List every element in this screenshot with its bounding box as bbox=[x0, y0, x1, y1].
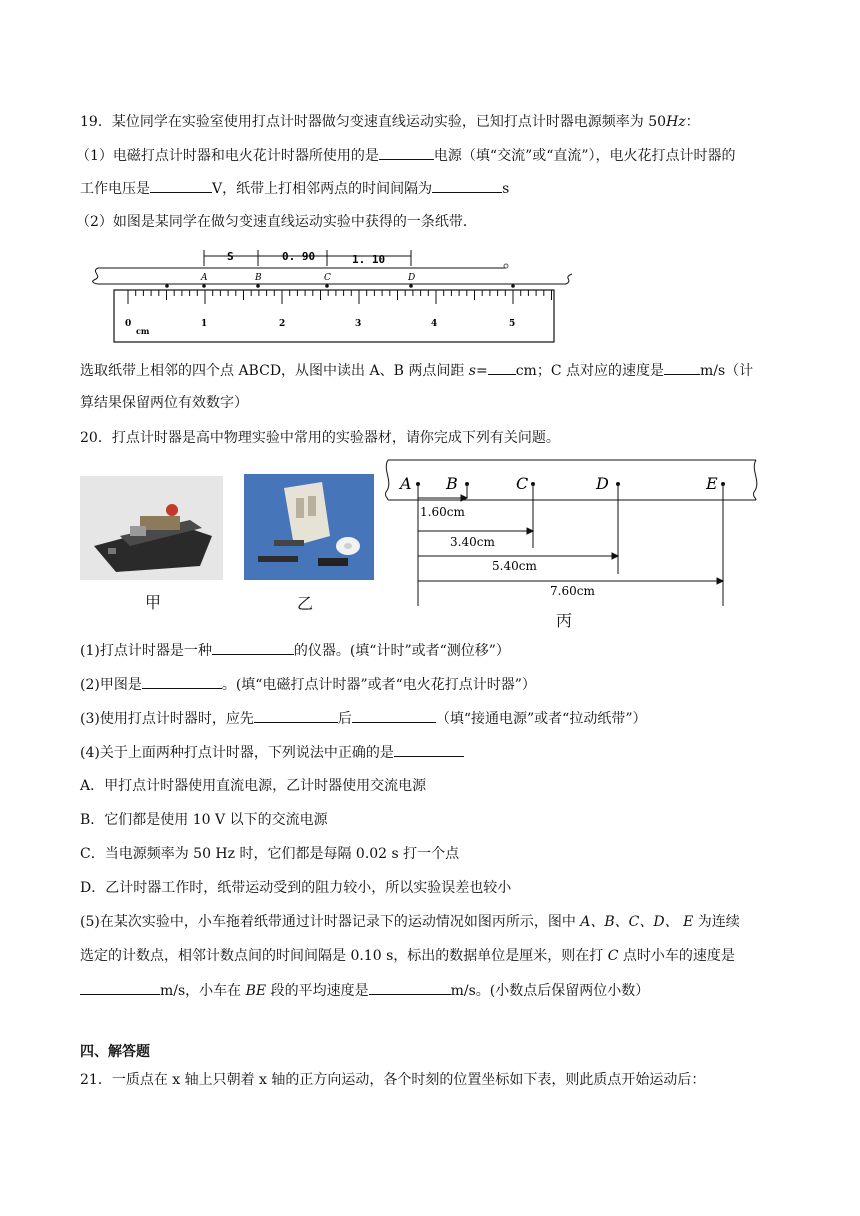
point-b-label: B bbox=[255, 273, 262, 283]
ruler-num-0: 0 bbox=[125, 319, 132, 329]
q20-stem: 20．打点计时器是高中物理实验中常用的实验器材，请你完成下列有关问题。 bbox=[80, 430, 560, 446]
q19-reading: 选取纸带上相邻的四个点 ABCD，从图中读出 A、B 两点间距 s= cm；C 点对应的速度是 m/s（计 bbox=[80, 360, 753, 381]
answer-blank[interactable] bbox=[80, 980, 160, 995]
answer-blank[interactable] bbox=[379, 145, 434, 160]
q20-sub5-line2: 选定的计数点，相邻计数点间的时间间隔是 0.10 s，标出的数据单位是厘米，则在打 C 点时小车的速度是 bbox=[80, 948, 735, 964]
q20-sub3: (3)使用打点计时器时，应先 后 （填“接通电源”或者“拉动纸带”） bbox=[80, 708, 646, 729]
q20-sub1: (1)打点计时器是一种 的仪器。(填“计时”或者“测位移”） bbox=[80, 640, 510, 661]
ruler-num-1: 1 bbox=[201, 319, 208, 329]
q19-reading-cont: 算结果保留两位有效数字） bbox=[80, 395, 248, 411]
answer-blank[interactable] bbox=[212, 640, 294, 655]
q20-option-d: D．乙计时器工作时，纸带运动受到的阻力较小，所以实验误差也较小 bbox=[80, 880, 512, 896]
ruler-num-4: 4 bbox=[431, 319, 438, 329]
q20-option-a: A．甲打点计时器使用直流电源，乙计时器使用交流电源 bbox=[80, 778, 427, 794]
paper-tape-ruler-figure bbox=[86, 244, 576, 346]
answer-blank[interactable] bbox=[142, 674, 222, 689]
spark-timer-photo bbox=[244, 474, 374, 580]
answer-blank[interactable] bbox=[664, 360, 700, 375]
q19-part2: （2）如图是某同学在做匀变速直线运动实验中获得的一条纸带． bbox=[76, 214, 477, 230]
q20-sub5: (5)在某次实验中，小车拖着纸带通过计时器记录下的运动情况如图丙所示，图中 A、B、C、D、 E 为连续 bbox=[80, 914, 740, 930]
ruler-num-2: 2 bbox=[279, 319, 286, 329]
caption-yi: 乙 bbox=[297, 594, 314, 613]
point-c-label: C bbox=[324, 273, 331, 283]
section-title: 四、解答题 bbox=[80, 1044, 150, 1060]
caption-bing: 丙 bbox=[556, 611, 573, 630]
answer-blank[interactable] bbox=[352, 708, 436, 723]
point-d-label: D bbox=[408, 273, 416, 283]
q20-sub5-line3: m/s，小车在 BE 段的平均速度是 m/s。(小数点后保留两位小数） bbox=[80, 980, 649, 1001]
q21-stem: 21．一质点在 x 轴上只朝着 x 轴的正方向运动，各个时刻的位置坐标如下表，则此质点开始运动后： bbox=[80, 1072, 706, 1088]
q20-sub2: (2)甲图是 。(填“电磁打点计时器”或者“电火花打点计时器”） bbox=[80, 674, 536, 695]
pt-c-label: C bbox=[516, 474, 529, 493]
tape-dimension-figure-bing bbox=[380, 458, 760, 628]
pt-a-label: A bbox=[400, 474, 412, 493]
answer-blank[interactable] bbox=[369, 980, 451, 995]
ruler-num-3: 3 bbox=[355, 319, 362, 329]
point-a-label: A bbox=[201, 273, 208, 283]
q20-option-b: B．它们都是使用 10 V 以下的交流电源 bbox=[80, 812, 328, 828]
pt-d-label: D bbox=[596, 474, 609, 493]
seg-s-label: S bbox=[227, 250, 234, 263]
q19-stem: 19．某位同学在实验室使用打点计时器做匀变速直线运动实验，已知打点计时器电源频率为 50Hz： bbox=[80, 114, 700, 130]
answer-blank[interactable] bbox=[150, 178, 212, 193]
q20-sub4: (4)关于上面两种打点计时器，下列说法中正确的是 bbox=[80, 742, 464, 763]
answer-blank[interactable] bbox=[254, 708, 338, 723]
q19-part1: （1）电磁打点计时器和电火花计时器所使用的是 电源（填“交流”或“直流”），电火花打点计时器的 bbox=[76, 145, 736, 166]
seg-cd-label: 1. 10 bbox=[352, 253, 386, 266]
dim-ab-label: 1.60cm bbox=[420, 505, 465, 519]
pt-b-label: B bbox=[446, 474, 458, 493]
q20-option-c: C．当电源频率为 50 Hz 时，它们都是每隔 0.02 s 打一个点 bbox=[80, 846, 460, 862]
caption-jia: 甲 bbox=[145, 593, 162, 612]
dim-ae-label: 7.60cm bbox=[550, 584, 595, 598]
ruler-num-5: 5 bbox=[509, 319, 516, 329]
answer-blank[interactable] bbox=[488, 360, 516, 375]
answer-blank[interactable] bbox=[432, 178, 502, 193]
pt-e-label: E bbox=[706, 474, 718, 493]
dim-ac-label: 3.40cm bbox=[450, 535, 495, 549]
answer-blank[interactable] bbox=[394, 742, 464, 757]
q19-part1-cont: 工作电压是 V，纸带上打相邻两点的时间间隔为 s bbox=[80, 178, 509, 199]
electromagnetic-timer-photo bbox=[80, 476, 223, 580]
ruler-unit: cm bbox=[136, 326, 150, 336]
dim-ad-label: 5.40cm bbox=[492, 559, 537, 573]
seg-bc-label: 0. 90 bbox=[282, 250, 316, 263]
